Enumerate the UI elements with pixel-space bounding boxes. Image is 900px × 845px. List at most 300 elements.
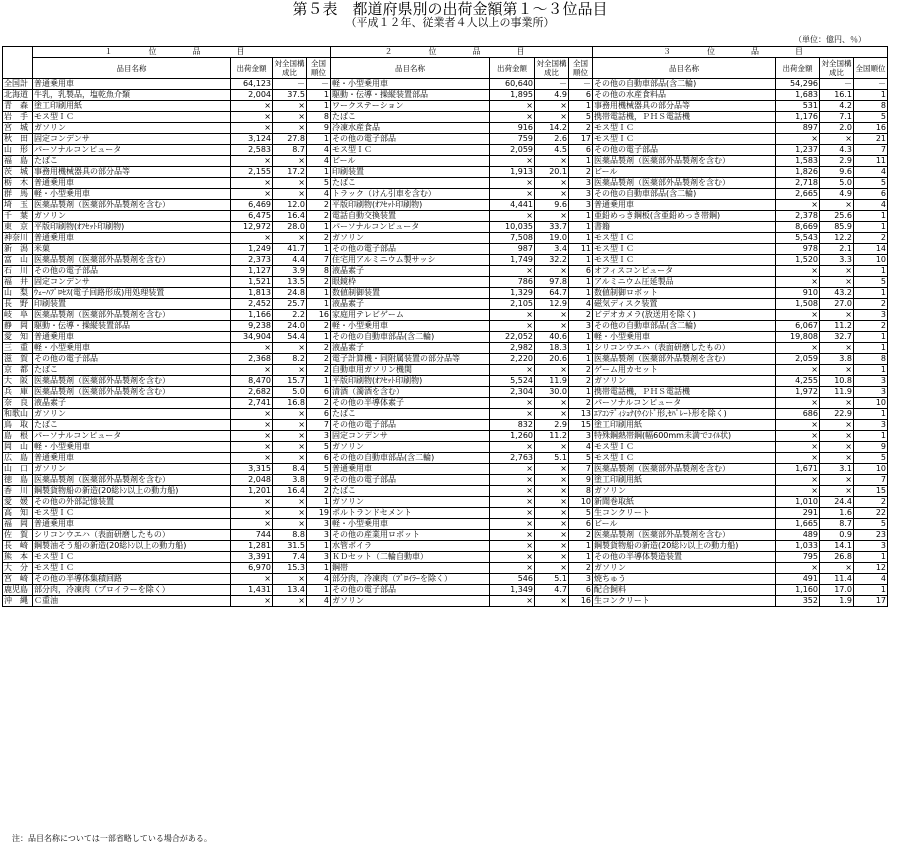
rank3-item-name: 塗工印刷用紙 bbox=[593, 420, 776, 431]
rank2-nat-rank: 1 bbox=[569, 101, 593, 112]
rank2-item-name: たばこ bbox=[331, 178, 490, 189]
rank1-amount: 744 bbox=[231, 530, 273, 541]
rank2-share: × bbox=[535, 486, 569, 497]
rank3-share: × bbox=[820, 266, 854, 277]
rank1-item-name: 普通乗用車 bbox=[33, 79, 231, 90]
rank2-amount: 10,035 bbox=[490, 222, 535, 233]
rank2-share: × bbox=[535, 211, 569, 222]
rank2-item-name: ガソリン bbox=[331, 233, 490, 244]
rank3-share: × bbox=[820, 200, 854, 211]
rank2-share: × bbox=[535, 310, 569, 321]
rank3-item-name: モス型ＩＣ bbox=[593, 233, 776, 244]
prefecture-name: 東 京 bbox=[3, 222, 33, 233]
rank1-amount: × bbox=[231, 123, 273, 134]
table-row bbox=[3, 508, 888, 519]
table-row bbox=[3, 101, 888, 112]
rank2-amount: 1,260 bbox=[490, 431, 535, 442]
rank2-nat-rank: 1 bbox=[569, 233, 593, 244]
rank3-nat-rank: 5 bbox=[854, 519, 888, 530]
rank1-item-name: 鋼製貨物船の新造(20総ﾄﾝ以上の動力船) bbox=[33, 486, 231, 497]
rank3-amount: 1,826 bbox=[776, 167, 820, 178]
rank1-item-name: 軽・小型乗用車 bbox=[33, 189, 231, 200]
rank1-amount: 12,972 bbox=[231, 222, 273, 233]
rank3-amount: 352 bbox=[776, 596, 820, 607]
rank2-item-name: その他の産業用ロボット bbox=[331, 530, 490, 541]
rank3-nat-rank: 10 bbox=[854, 255, 888, 266]
rank2-nat-rank: 6 bbox=[569, 519, 593, 530]
rank1-nat-rank: 2 bbox=[307, 398, 331, 409]
prefecture-name: 鹿児島 bbox=[3, 585, 33, 596]
rank1-item-name: ガソリン bbox=[33, 464, 231, 475]
rank2-share: × bbox=[535, 321, 569, 332]
rank3-nat-rank: 23 bbox=[854, 530, 888, 541]
rank2-nat-rank: 2 bbox=[569, 123, 593, 134]
header-amount: 出荷金額 bbox=[231, 58, 273, 79]
rank3-nat-rank: 7 bbox=[854, 145, 888, 156]
rank1-item-name: 牛乳，乳製品，塩乾魚介類 bbox=[33, 90, 231, 101]
header-amount: 出荷金額 bbox=[776, 58, 820, 79]
rank3-item-name: 磁気ディスク装置 bbox=[593, 299, 776, 310]
rank2-amount: 916 bbox=[490, 123, 535, 134]
prefecture-name: 岡 山 bbox=[3, 442, 33, 453]
rank3-amount: 1,583 bbox=[776, 156, 820, 167]
rank1-amount: × bbox=[231, 189, 273, 200]
rank2-item-name: その他の電子部品 bbox=[331, 585, 490, 596]
rank3-nat-rank: 5 bbox=[854, 453, 888, 464]
rank3-amount: × bbox=[776, 442, 820, 453]
rank2-share: 4.5 bbox=[535, 145, 569, 156]
rank2-nat-rank: 2 bbox=[569, 398, 593, 409]
rank1-share: 24.0 bbox=[273, 321, 307, 332]
rank3-item-name: 事務用機械器具の部分品等 bbox=[593, 101, 776, 112]
table-row bbox=[3, 266, 888, 277]
rank2-amount: × bbox=[490, 409, 535, 420]
rank2-amount: × bbox=[490, 398, 535, 409]
rank2-share: × bbox=[535, 475, 569, 486]
rank2-share: × bbox=[535, 596, 569, 607]
rank3-share: 5.0 bbox=[820, 178, 854, 189]
rank1-nat-rank: 5 bbox=[307, 178, 331, 189]
table-row bbox=[3, 145, 888, 156]
rank3-nat-rank: 12 bbox=[854, 563, 888, 574]
rank1-item-name: その他の電子部品 bbox=[33, 354, 231, 365]
rank3-share: 3.3 bbox=[820, 255, 854, 266]
table-row bbox=[3, 574, 888, 585]
rank2-nat-rank: 2 bbox=[569, 530, 593, 541]
rank2-amount: 2,304 bbox=[490, 387, 535, 398]
prefecture-name: 茨 城 bbox=[3, 167, 33, 178]
rank3-nat-rank: 15 bbox=[854, 486, 888, 497]
rank1-share: 2.2 bbox=[273, 310, 307, 321]
rank1-amount: 2,155 bbox=[231, 167, 273, 178]
rank2-amount: × bbox=[490, 563, 535, 574]
rank2-amount: 1,913 bbox=[490, 167, 535, 178]
rank1-nat-rank: 1 bbox=[307, 134, 331, 145]
rank2-nat-rank: 2 bbox=[569, 376, 593, 387]
rank3-item-name: 医薬品製剤（医薬部外品製剤を含む） bbox=[593, 530, 776, 541]
rank3-nat-rank: 8 bbox=[854, 354, 888, 365]
rank1-share: 15.3 bbox=[273, 563, 307, 574]
rank1-share: × bbox=[273, 112, 307, 123]
rank1-item-name: たばこ bbox=[33, 156, 231, 167]
rank1-nat-rank: 4 bbox=[307, 145, 331, 156]
rank3-amount: 54,296 bbox=[776, 79, 820, 90]
rank2-share: × bbox=[535, 497, 569, 508]
rank3-nat-rank: 1 bbox=[854, 365, 888, 376]
prefecture-name: 福 島 bbox=[3, 156, 33, 167]
rank3-item-name: モス型ＩＣ bbox=[593, 134, 776, 145]
rank1-share: × bbox=[273, 574, 307, 585]
rank2-nat-rank: 2 bbox=[569, 563, 593, 574]
rank1-nat-rank: 1 bbox=[307, 288, 331, 299]
rank3-item-name: モス型ＩＣ bbox=[593, 453, 776, 464]
rank3-item-name: その他の自動車部品(含二輪) bbox=[593, 189, 776, 200]
rank3-amount: × bbox=[776, 486, 820, 497]
rank2-share: × bbox=[535, 530, 569, 541]
rank3-share: 22.9 bbox=[820, 409, 854, 420]
rank3-share: 0.9 bbox=[820, 530, 854, 541]
rank2-amount: × bbox=[490, 442, 535, 453]
prefecture-name: 長 野 bbox=[3, 299, 33, 310]
rank3-share: × bbox=[820, 365, 854, 376]
rank2-share: × bbox=[535, 112, 569, 123]
rank3-amount: 2,059 bbox=[776, 354, 820, 365]
rank3-share: 27.0 bbox=[820, 299, 854, 310]
rank1-amount: 1,166 bbox=[231, 310, 273, 321]
rank2-nat-rank: 2 bbox=[569, 167, 593, 178]
rank2-amount: × bbox=[490, 464, 535, 475]
rank2-share: 2.9 bbox=[535, 420, 569, 431]
rank3-amount: 910 bbox=[776, 288, 820, 299]
rank3-item-name: モス型ＩＣ bbox=[593, 123, 776, 134]
rank2-item-name: 清酒（濁酒を含む） bbox=[331, 387, 490, 398]
rank3-nat-rank: 5 bbox=[854, 112, 888, 123]
rank2-amount: 546 bbox=[490, 574, 535, 585]
rank1-share: 7.4 bbox=[273, 552, 307, 563]
rank2-nat-rank: 11 bbox=[569, 244, 593, 255]
table-row bbox=[3, 431, 888, 442]
rank1-item-name: パーソナルコンピュータ bbox=[33, 145, 231, 156]
footnote: 注：品目名称については一部省略している場合がある。 bbox=[12, 834, 212, 843]
rank2-nat-rank: 3 bbox=[569, 431, 593, 442]
rank1-nat-rank: 3 bbox=[307, 552, 331, 563]
rank3-share: × bbox=[820, 453, 854, 464]
prefecture-name: 福 岡 bbox=[3, 519, 33, 530]
rank1-amount: 1,813 bbox=[231, 288, 273, 299]
rank3-nat-rank: 1 bbox=[854, 332, 888, 343]
rank2-item-name: ポルトランドセメント bbox=[331, 508, 490, 519]
header-share: 対全国構成比 bbox=[274, 59, 305, 77]
rank1-nat-rank: 1 bbox=[307, 167, 331, 178]
rank1-nat-rank: 3 bbox=[307, 431, 331, 442]
rank3-nat-rank: 2 bbox=[854, 497, 888, 508]
rank2-item-name: 軽・小型乗用車 bbox=[331, 519, 490, 530]
rank3-amount: 291 bbox=[776, 508, 820, 519]
table-row bbox=[3, 189, 888, 200]
rank2-amount: × bbox=[490, 365, 535, 376]
rank3-item-name: 普通乗用車 bbox=[593, 200, 776, 211]
rank3-nat-rank: 3 bbox=[854, 310, 888, 321]
rank2-amount: 7,508 bbox=[490, 233, 535, 244]
rank2-item-name: ワークステーション bbox=[331, 101, 490, 112]
rank1-item-name: 固定コンデンサ bbox=[33, 134, 231, 145]
rank1-share: 17.2 bbox=[273, 167, 307, 178]
rank3-amount: × bbox=[776, 453, 820, 464]
rank3-share: 12.2 bbox=[820, 233, 854, 244]
rank3-amount: 8,669 bbox=[776, 222, 820, 233]
rank1-share: 4.4 bbox=[273, 255, 307, 266]
rank1-share: × bbox=[273, 420, 307, 431]
rank2-nat-rank: 3 bbox=[569, 200, 593, 211]
rank2-amount: × bbox=[490, 189, 535, 200]
rank2-item-name: ビール bbox=[331, 156, 490, 167]
rank2-item-name: トラック（けん引車を含む） bbox=[331, 189, 490, 200]
header-item: 品目名称 bbox=[331, 58, 490, 79]
page-title: 第５表 都道府県別の出荷金額第１～３位品目 bbox=[292, 0, 608, 18]
rank3-item-name: 塗工印刷用紙 bbox=[593, 475, 776, 486]
rank3-share: × bbox=[820, 277, 854, 288]
rank2-amount: 2,763 bbox=[490, 453, 535, 464]
rank3-nat-rank: 4 bbox=[854, 574, 888, 585]
rank1-share: 13.5 bbox=[273, 277, 307, 288]
rank2-share: 4.9 bbox=[535, 90, 569, 101]
rank3-item-name: シリコンウエハ（表面研磨したもの） bbox=[593, 343, 776, 354]
rank2-share: 12.9 bbox=[535, 299, 569, 310]
table-row bbox=[3, 321, 888, 332]
rank3-amount: 19,808 bbox=[776, 332, 820, 343]
rank1-nat-rank: 4 bbox=[307, 156, 331, 167]
table-row bbox=[3, 156, 888, 167]
rank3-item-name: 医薬品製剤（医薬部外品製剤を含む） bbox=[593, 464, 776, 475]
rank3-item-name: 軽・小型乗用車 bbox=[593, 332, 776, 343]
rank3-item-name: その他の自動車部品(含二輪) bbox=[593, 79, 776, 90]
rank3-amount: 1,176 bbox=[776, 112, 820, 123]
rank3-nat-rank: 4 bbox=[854, 200, 888, 211]
rank3-nat-rank: 1 bbox=[854, 585, 888, 596]
rank1-share: － bbox=[273, 79, 307, 90]
prefecture-name: 秋 田 bbox=[3, 134, 33, 145]
rank1-item-name: たばこ bbox=[33, 365, 231, 376]
rank1-item-name: 医薬品製剤（医薬部外品製剤を含む） bbox=[33, 200, 231, 211]
rank2-item-name: 眼鏡枠 bbox=[331, 277, 490, 288]
rank1-nat-rank: 8 bbox=[307, 266, 331, 277]
rank3-item-name: 携帯電話機，ＰＨＳ電話機 bbox=[593, 387, 776, 398]
rank3-share: × bbox=[820, 310, 854, 321]
rank3-nat-rank: 1 bbox=[854, 288, 888, 299]
rank2-item-name: ガソリン bbox=[331, 442, 490, 453]
rank2-amount: × bbox=[490, 552, 535, 563]
header-rank2: ２ 位 品 目 bbox=[331, 47, 593, 58]
rank3-share: 25.6 bbox=[820, 211, 854, 222]
rank1-item-name: 鋼製油そう船の新造(20総ﾄﾝ以上の動力船) bbox=[33, 541, 231, 552]
rank3-amount: 5,543 bbox=[776, 233, 820, 244]
rank2-nat-rank: 3 bbox=[569, 321, 593, 332]
rank2-nat-rank: 9 bbox=[569, 475, 593, 486]
rank1-share: 15.7 bbox=[273, 376, 307, 387]
rank3-amount: 2,718 bbox=[776, 178, 820, 189]
rank1-amount: 3,391 bbox=[231, 552, 273, 563]
table-row bbox=[3, 552, 888, 563]
rank1-amount: × bbox=[231, 596, 273, 607]
rank3-share: 11.4 bbox=[820, 574, 854, 585]
rank1-share: 27.8 bbox=[273, 134, 307, 145]
rank3-amount: 2,665 bbox=[776, 189, 820, 200]
rank1-amount: × bbox=[231, 453, 273, 464]
rank1-amount: 3,315 bbox=[231, 464, 273, 475]
rank1-nat-rank: 2 bbox=[307, 233, 331, 244]
rank1-amount: 8,470 bbox=[231, 376, 273, 387]
prefecture-name: 全国計 bbox=[3, 79, 33, 90]
rank2-share: 3.4 bbox=[535, 244, 569, 255]
rank3-nat-rank: 5 bbox=[854, 277, 888, 288]
rank3-amount: 1,520 bbox=[776, 255, 820, 266]
rank2-item-name: 普通乗用車 bbox=[331, 464, 490, 475]
rank1-nat-rank: 4 bbox=[307, 596, 331, 607]
rank1-nat-rank: 2 bbox=[307, 486, 331, 497]
rank3-nat-rank: 1 bbox=[854, 552, 888, 563]
header-item: 品目名称 bbox=[33, 58, 231, 79]
rank3-share: 8.7 bbox=[820, 519, 854, 530]
rank2-amount: × bbox=[490, 541, 535, 552]
rank3-item-name: 生コンクリート bbox=[593, 596, 776, 607]
rank1-item-name: 事務用機械器具の部分品等 bbox=[33, 167, 231, 178]
table-row bbox=[3, 387, 888, 398]
rank1-share: × bbox=[273, 519, 307, 530]
header-nat-rank: 全国順位 bbox=[569, 58, 593, 79]
rank1-amount: × bbox=[231, 442, 273, 453]
rank3-item-name: モス型ＩＣ bbox=[593, 244, 776, 255]
rank2-amount: × bbox=[490, 530, 535, 541]
rank3-share: × bbox=[820, 398, 854, 409]
rank3-amount: × bbox=[776, 431, 820, 442]
prefecture-name: 岐 阜 bbox=[3, 310, 33, 321]
rank1-item-name: 医薬品製剤（医薬部外品製剤を含む） bbox=[33, 376, 231, 387]
rank2-share: 40.6 bbox=[535, 332, 569, 343]
prefecture-name: 香 川 bbox=[3, 486, 33, 497]
rank3-share: × bbox=[820, 420, 854, 431]
rank2-share: 14.2 bbox=[535, 123, 569, 134]
rank3-nat-rank: － bbox=[854, 79, 888, 90]
rank1-item-name: Ｃ重油 bbox=[33, 596, 231, 607]
rank1-amount: × bbox=[231, 156, 273, 167]
table-row bbox=[3, 530, 888, 541]
rank1-share: 16.4 bbox=[273, 486, 307, 497]
rank1-amount: 1,521 bbox=[231, 277, 273, 288]
rank2-nat-rank: 2 bbox=[569, 310, 593, 321]
rank2-amount: × bbox=[490, 508, 535, 519]
rank2-item-name: パーソナルコンピュータ bbox=[331, 222, 490, 233]
rank2-amount: 1,895 bbox=[490, 90, 535, 101]
rank2-item-name: その他の半導体素子 bbox=[331, 398, 490, 409]
rank2-item-name: 冷凍水産食品 bbox=[331, 123, 490, 134]
rank3-item-name: モス型ＩＣ bbox=[593, 442, 776, 453]
rank1-amount: × bbox=[231, 343, 273, 354]
rank3-nat-rank: 10 bbox=[854, 398, 888, 409]
rank2-nat-rank: 1 bbox=[569, 222, 593, 233]
rank3-nat-rank: 7 bbox=[854, 475, 888, 486]
rank1-share: × bbox=[273, 497, 307, 508]
rank3-item-name: ビール bbox=[593, 167, 776, 178]
prefecture-name: 和歌山 bbox=[3, 409, 33, 420]
rank1-share: 54.4 bbox=[273, 332, 307, 343]
rank1-amount: × bbox=[231, 233, 273, 244]
table-row bbox=[3, 585, 888, 596]
rank3-item-name: 数値制御ロボット bbox=[593, 288, 776, 299]
rank3-amount: × bbox=[776, 200, 820, 211]
rank1-nat-rank: 1 bbox=[307, 101, 331, 112]
rank1-share: 28.0 bbox=[273, 222, 307, 233]
rank3-share: 3.8 bbox=[820, 354, 854, 365]
rank3-item-name: パーソナルコンピュータ bbox=[593, 398, 776, 409]
rank2-amount: 987 bbox=[490, 244, 535, 255]
rank1-share: 37.5 bbox=[273, 90, 307, 101]
rank1-item-name: 医薬品製剤（医薬部外品製剤を含む） bbox=[33, 387, 231, 398]
rank1-nat-rank: 9 bbox=[307, 475, 331, 486]
header-rank1: １ 位 品 目 bbox=[33, 47, 331, 58]
rank1-nat-rank: 2 bbox=[307, 211, 331, 222]
rank1-nat-rank: 5 bbox=[307, 442, 331, 453]
rank2-share: 5.1 bbox=[535, 574, 569, 585]
rank2-item-name: その他の電子部品 bbox=[331, 244, 490, 255]
rank2-share: × bbox=[535, 519, 569, 530]
table-row bbox=[3, 420, 888, 431]
rank3-amount: 686 bbox=[776, 409, 820, 420]
rank2-nat-rank: 4 bbox=[569, 299, 593, 310]
rank1-share: 25.7 bbox=[273, 299, 307, 310]
prefecture-name: 三 重 bbox=[3, 343, 33, 354]
rank3-item-name: アルミニウム圧延製品 bbox=[593, 277, 776, 288]
rank2-share: × bbox=[535, 409, 569, 420]
rank3-share: 4.3 bbox=[820, 145, 854, 156]
rank1-share: 8.8 bbox=[273, 530, 307, 541]
rank3-item-name: 携帯電話機，ＰＨＳ電話機 bbox=[593, 112, 776, 123]
rank3-share: 10.8 bbox=[820, 376, 854, 387]
rank1-item-name: 液晶素子 bbox=[33, 398, 231, 409]
rank3-share: × bbox=[820, 563, 854, 574]
rank3-item-name: その他の水産食料品 bbox=[593, 90, 776, 101]
rank2-share: 19.0 bbox=[535, 233, 569, 244]
rank1-amount: × bbox=[231, 112, 273, 123]
rank1-item-name: 普通乗用車 bbox=[33, 178, 231, 189]
rank1-share: 16.8 bbox=[273, 398, 307, 409]
rank1-nat-rank: 4 bbox=[307, 574, 331, 585]
rank2-share: 20.1 bbox=[535, 167, 569, 178]
rank3-share: 43.2 bbox=[820, 288, 854, 299]
rank1-share: × bbox=[273, 343, 307, 354]
table-row bbox=[3, 112, 888, 123]
rank3-nat-rank: 2 bbox=[854, 233, 888, 244]
rank1-share: × bbox=[273, 453, 307, 464]
rank3-nat-rank: 1 bbox=[854, 222, 888, 233]
rank1-item-name: 普通乗用車 bbox=[33, 332, 231, 343]
prefecture-name: 佐 賀 bbox=[3, 530, 33, 541]
rank3-item-name: 特殊鋼熱帯鋼(幅600mm未満でｺｲﾙ状) bbox=[593, 431, 776, 442]
rank1-item-name: たばこ bbox=[33, 420, 231, 431]
rank2-amount: × bbox=[490, 475, 535, 486]
rank1-nat-rank: 1 bbox=[307, 541, 331, 552]
rank3-item-name: 鋼製貨物船の新造(20総ﾄﾝ以上の動力船) bbox=[593, 541, 776, 552]
table-row bbox=[3, 343, 888, 354]
rank3-amount: 978 bbox=[776, 244, 820, 255]
table-row bbox=[3, 244, 888, 255]
rank1-share: × bbox=[273, 101, 307, 112]
rank2-amount: 2,220 bbox=[490, 354, 535, 365]
rank3-item-name: ビール bbox=[593, 519, 776, 530]
rank3-share: 26.8 bbox=[820, 552, 854, 563]
rank3-nat-rank: 1 bbox=[854, 431, 888, 442]
table-row bbox=[3, 332, 888, 343]
rank3-amount: 489 bbox=[776, 530, 820, 541]
